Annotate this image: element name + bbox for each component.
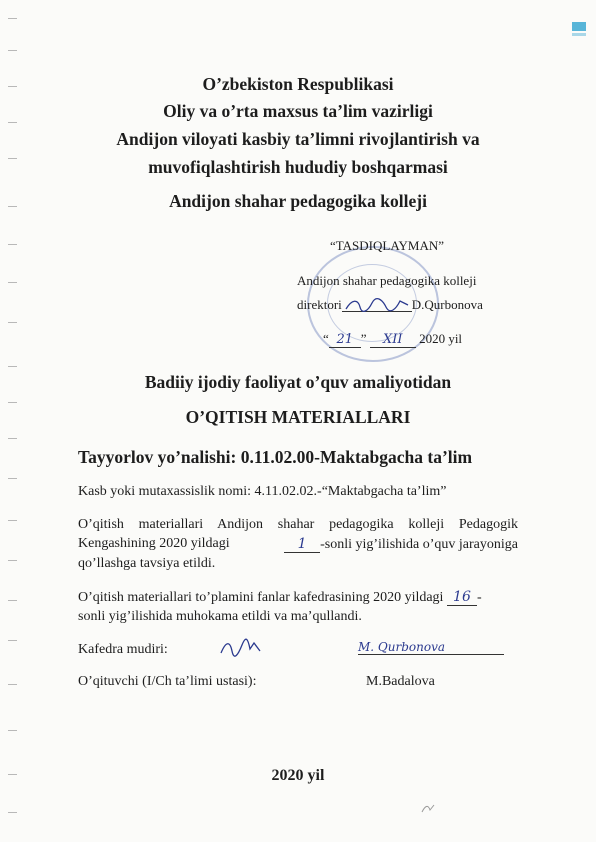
footer-year: 2020 yil	[271, 767, 325, 784]
paragraph1-line2-end: -sonli yig’ilishida o’quv jarayoniga	[320, 537, 518, 552]
approval-name: D.Qurbonova	[411, 297, 483, 312]
college-name: Andijon shahar pedagogika kolleji	[169, 191, 427, 211]
paragraph1-line2	[78, 536, 518, 553]
document-title: O’QITISH MATERIALLARI	[185, 407, 411, 427]
department-head-signature	[218, 637, 264, 659]
document-subject: Badiiy ijodiy faoliyat o’quv amaliyotidan	[144, 372, 452, 392]
paragraph2-line1-start: O’qitish materiallari to’plamini fanlar kafedrasining 2020 yildagi	[78, 590, 444, 605]
header-republic: O’zbekiston Respublikasi	[202, 74, 394, 94]
teacher-label: O’qituvchi (I/Ch ta’limi ustasi):	[78, 674, 257, 689]
department-head-label: Kafedra mudiri:	[78, 642, 168, 657]
approval-date-year: 2020 yil	[419, 331, 463, 346]
pencil-mark	[420, 802, 436, 814]
approval-role: direktori	[297, 297, 342, 312]
approval-org: Andijon shahar pedagogika kolleji	[297, 273, 477, 288]
approval-date: “ 21 ” XII 2020 yil	[323, 331, 463, 347]
approval-date-day: 21	[329, 332, 361, 348]
profession-name: Kasb yoki mutaxassislik nomi: 4.11.02.02.-“Maktabgacha ta’lim”	[78, 484, 447, 499]
training-direction: Tayyorlov yo’nalishi: 0.11.02.00-Maktabgacha ta’lim	[78, 447, 473, 467]
department-meeting-number: 16	[447, 589, 477, 606]
header-region-line2: muvofiqlashtirish hududiy boshqarmasi	[148, 157, 448, 177]
approval-signature-line	[297, 297, 483, 313]
paragraph2-line2: sonli yig’ilishida muhokama etildi va ma’qullandi.	[78, 609, 362, 624]
approval-title: “TASDIQLAYMAN”	[330, 238, 445, 253]
corner-color-mark-lower	[572, 33, 586, 36]
teacher-name: M.Badalova	[366, 674, 435, 689]
approval-date-month: XII	[370, 332, 416, 348]
director-signature	[342, 297, 412, 312]
council-meeting-number: 1	[284, 536, 320, 553]
paragraph1-line2-start: Kengashining 2020 yildagi	[78, 536, 230, 551]
department-head-name: M. Qurbonova	[358, 640, 504, 655]
director-signature-scribble	[342, 297, 412, 313]
corner-color-mark	[572, 22, 586, 31]
paragraph1-line1: O’qitish materiallari Andijon shahar pedagogika kolleji Pedagogik	[78, 517, 518, 532]
header-ministry: Oliy va o’rta maxsus ta’lim vazirligi	[163, 101, 433, 121]
paragraph2-line1	[78, 589, 482, 606]
paragraph2-line1-end: -	[476, 590, 482, 605]
paragraph1-line3: qo’llashga tavsiya etildi.	[78, 556, 216, 571]
header-region-line1: Andijon viloyati kasbiy ta’limni rivojlantirish va	[116, 129, 480, 149]
